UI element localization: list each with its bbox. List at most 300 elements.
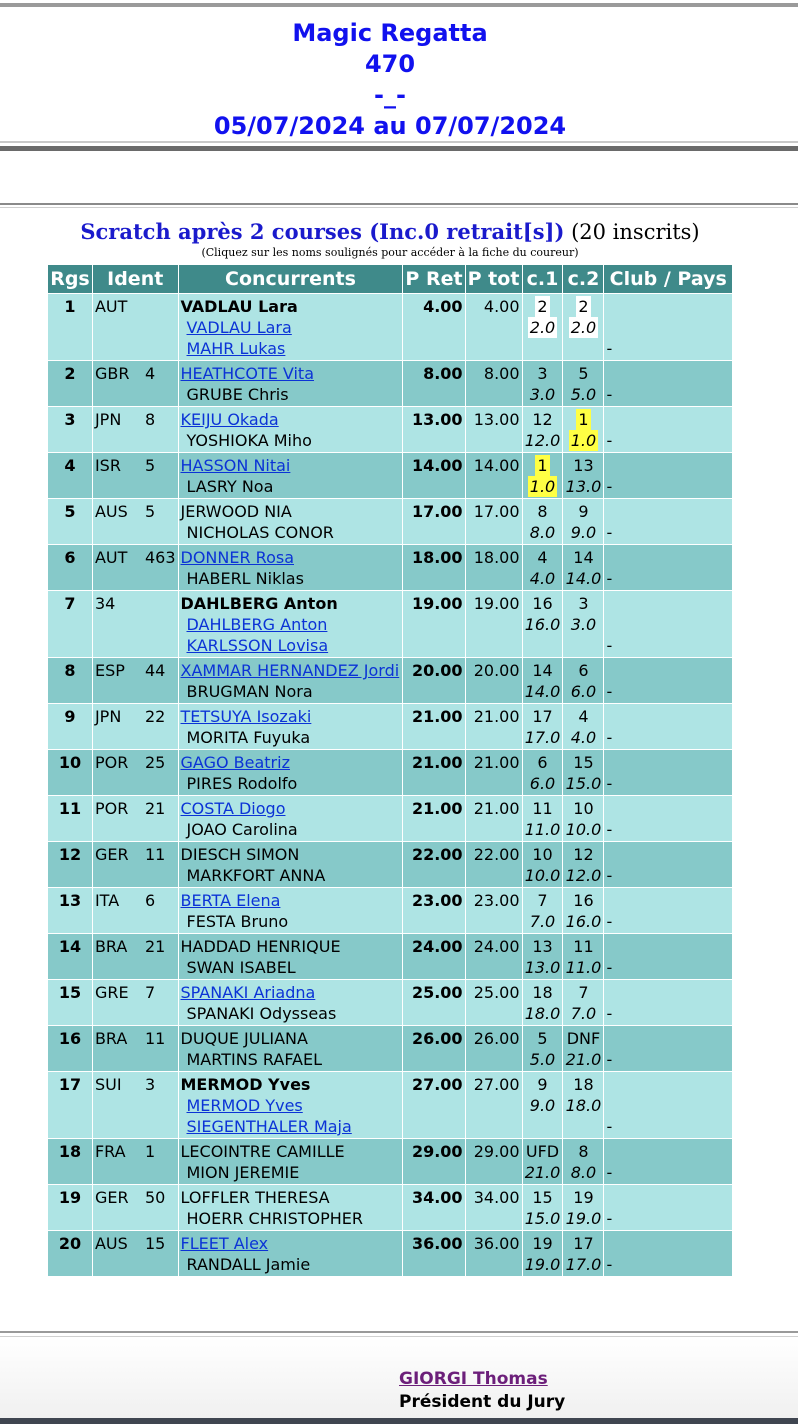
competitor-line <box>181 911 401 932</box>
table-row <box>48 750 732 795</box>
skipper-name: DUQUE JULIANA <box>180 1029 308 1048</box>
skipper-link[interactable]: COSTA Diogo <box>180 799 286 818</box>
col-header-club: Club / Pays <box>604 265 732 293</box>
race-rank <box>525 706 561 727</box>
competitor-line <box>181 1095 401 1116</box>
race-rank <box>525 890 561 911</box>
president-name-link[interactable]: GIORGI Thomas <box>399 1369 548 1389</box>
competitors-cell <box>179 453 403 498</box>
skipper-link[interactable]: HASSON Nitai <box>180 456 291 475</box>
race-c1-cell <box>523 499 563 544</box>
sail-number: 463 <box>144 548 176 567</box>
points-total-cell: 22.00 <box>466 842 522 887</box>
race-rank-value: 18 <box>532 983 553 1002</box>
race-points <box>565 911 601 932</box>
race-points-value: 3.0 <box>529 385 556 404</box>
rank-cell: 16 <box>48 1026 92 1071</box>
race-points <box>565 727 601 748</box>
points-retained-cell: 24.00 <box>403 934 464 979</box>
race-rank <box>525 936 561 957</box>
points-retained-cell: 25.00 <box>403 980 464 1025</box>
nation-code: AUT <box>94 297 128 316</box>
race-rank <box>525 982 561 1003</box>
points-total-cell: 26.00 <box>466 1026 522 1071</box>
skipper-link[interactable]: SPANAKI Ariadna <box>180 983 316 1002</box>
competitor-line <box>181 1162 401 1183</box>
club-value: - <box>606 636 613 655</box>
race-points-value: 15.0 <box>565 774 602 793</box>
race-rank-value: 13 <box>532 937 553 956</box>
competitor-line <box>181 1208 401 1229</box>
race-points-value: 11.0 <box>524 820 561 839</box>
skipper-link[interactable]: TETSUYA Isozaki <box>180 707 312 726</box>
rank-cell: 20 <box>48 1231 92 1276</box>
points-retained-cell: 20.00 <box>403 658 464 703</box>
skipper-name: LOFFLER THERESA <box>180 1188 330 1207</box>
club-value: - <box>606 682 613 701</box>
crew-name: GRUBE Chris <box>186 385 289 404</box>
club-value: - <box>606 1255 613 1274</box>
race-points-value: 2.0 <box>570 318 597 337</box>
rank-cell: 8 <box>48 658 92 703</box>
competitor-line <box>181 338 401 359</box>
ident-cell <box>93 545 178 590</box>
nation-code: AUS <box>94 502 128 521</box>
race-rank <box>525 1141 561 1162</box>
race-rank <box>525 547 561 568</box>
table-row <box>48 888 732 933</box>
race-rank <box>565 936 601 957</box>
race-points-value: 21.0 <box>565 1050 602 1069</box>
sail-number: 8 <box>144 410 156 429</box>
nation-code: GBR <box>94 364 130 383</box>
race-rank-value: 16 <box>532 594 553 613</box>
sail-number: 6 <box>144 891 156 910</box>
sail-number: 15 <box>144 1234 166 1253</box>
race-points-value: 9.0 <box>529 1096 556 1115</box>
competitor-line <box>181 681 401 702</box>
nation-code: POR <box>94 799 129 818</box>
crew-name: BRUGMAN Nora <box>186 682 313 701</box>
competitor-line <box>181 1141 401 1162</box>
points-total-cell: 27.00 <box>466 1072 522 1138</box>
club-cell <box>604 796 732 841</box>
race-rank <box>565 296 601 317</box>
crew-name: NICHOLAS CONOR <box>186 523 334 542</box>
points-retained-cell: 21.00 <box>403 796 464 841</box>
race-rank-value: 10 <box>573 799 594 818</box>
club-cell <box>604 499 732 544</box>
ident-cell <box>93 591 178 657</box>
club-value: - <box>606 1004 613 1023</box>
results-table <box>47 264 733 1277</box>
competitors-cell <box>179 361 403 406</box>
sailor-link[interactable]: VADLAU Lara <box>186 318 292 337</box>
race-c1-cell <box>523 704 563 749</box>
race-rank-value: 12 <box>532 410 553 429</box>
race-points-value: 10.0 <box>524 866 561 885</box>
col-header-pret: P Ret <box>403 265 464 293</box>
points-retained-cell: 4.00 <box>403 294 464 360</box>
race-c2-cell <box>563 1231 603 1276</box>
skipper-link[interactable]: XAMMAR HERNANDEZ Jordi <box>180 661 400 680</box>
ident-cell <box>93 750 178 795</box>
race-points-value: 13.0 <box>524 958 561 977</box>
club-cell <box>604 1139 732 1184</box>
race-points-value: 10.0 <box>565 820 602 839</box>
race-rank <box>565 363 601 384</box>
rank-cell: 7 <box>48 591 92 657</box>
race-rank <box>565 752 601 773</box>
race-rank-value: 18 <box>573 1075 594 1094</box>
club-cell <box>604 980 732 1025</box>
club-value: - <box>606 431 613 450</box>
crew-name: MARKFORT ANNA <box>186 866 326 885</box>
race-rank-value: 19 <box>532 1234 553 1253</box>
points-total-cell: 21.00 <box>466 704 522 749</box>
club-cell <box>604 453 732 498</box>
race-rank-value: 15 <box>532 1188 553 1207</box>
points-total-cell: 17.00 <box>466 499 522 544</box>
race-points <box>525 911 561 932</box>
competitor-line <box>181 936 401 957</box>
ident-cell <box>93 1072 178 1138</box>
rank-cell: 17 <box>48 1072 92 1138</box>
rank-cell: 15 <box>48 980 92 1025</box>
race-c1-cell <box>523 980 563 1025</box>
race-rank-value: 7 <box>578 983 589 1002</box>
ident-cell <box>93 842 178 887</box>
club-cell <box>604 1231 732 1276</box>
race-rank <box>525 593 561 614</box>
race-c2-cell <box>563 453 603 498</box>
points-total-cell: 24.00 <box>466 934 522 979</box>
sail-number: 22 <box>144 707 166 726</box>
race-c2-cell <box>563 1072 603 1138</box>
sail-number: 1 <box>144 1142 156 1161</box>
race-points <box>525 476 561 497</box>
crew-name: SPANAKI Odysseas <box>186 1004 337 1023</box>
race-points <box>565 681 601 702</box>
competitors-cell <box>179 658 403 703</box>
competitors-cell <box>179 1185 403 1230</box>
race-rank <box>525 409 561 430</box>
president-role: Président du Jury <box>399 1392 566 1412</box>
competitors-cell <box>179 796 403 841</box>
skipper-link[interactable]: BERTA Elena <box>180 891 281 910</box>
ident-cell <box>93 1231 178 1276</box>
table-row <box>48 1231 732 1276</box>
race-rank-value: 14 <box>532 661 553 680</box>
race-rank-value: 6 <box>537 753 548 772</box>
race-rank-value: 6 <box>578 661 589 680</box>
ranking-title <box>0 219 780 245</box>
club-cell <box>604 361 732 406</box>
ident-cell <box>93 294 178 360</box>
sail-number: 5 <box>144 456 156 475</box>
race-rank-value: 4 <box>578 707 589 726</box>
race-c2-cell <box>563 842 603 887</box>
club-cell <box>604 294 732 360</box>
race-rank-value: 15 <box>573 753 594 772</box>
competitors-cell <box>179 842 403 887</box>
section-rule-light <box>0 207 798 208</box>
col-header-ident: Ident <box>93 265 178 293</box>
crew-name: LASRY Noa <box>186 477 274 496</box>
crew-name: SWAN ISABEL <box>186 958 296 977</box>
race-points <box>525 1049 561 1070</box>
race-points-value: 15.0 <box>524 1209 561 1228</box>
nation-code: BRA <box>94 1029 128 1048</box>
race-points-value: 1.0 <box>570 431 597 450</box>
race-rank <box>565 1187 601 1208</box>
skipper-link[interactable]: GAGO Beatriz <box>180 753 290 772</box>
competitors-cell <box>179 1072 403 1138</box>
race-rank-value: 16 <box>573 891 594 910</box>
race-points-value: 1.0 <box>529 477 556 496</box>
rank-cell: 12 <box>48 842 92 887</box>
competitors-cell <box>179 499 403 544</box>
race-points-value: 18.0 <box>565 1096 602 1115</box>
competitor-line <box>181 522 401 543</box>
ident-cell <box>93 1026 178 1071</box>
table-row <box>48 1185 732 1230</box>
competitor-line <box>181 593 401 614</box>
club-cell <box>604 934 732 979</box>
competitor-line <box>181 773 401 794</box>
skipper-name: DIESCH SIMON <box>180 845 300 864</box>
race-points <box>525 1095 561 1116</box>
points-retained-cell: 22.00 <box>403 842 464 887</box>
race-points-value: 21.0 <box>524 1163 561 1182</box>
event-dates: 05/07/2024 au 07/07/2024 <box>213 112 567 140</box>
sailor-link[interactable]: KARLSSON Lovisa <box>186 636 329 655</box>
race-rank-value: 3 <box>537 364 548 383</box>
crew-name: MION JEREMIE <box>186 1163 300 1182</box>
race-c2-cell <box>563 591 603 657</box>
club-value: - <box>606 569 613 588</box>
race-rank <box>525 296 561 317</box>
bottom-bar <box>0 1418 798 1424</box>
race-rank <box>565 1028 601 1049</box>
rank-cell: 10 <box>48 750 92 795</box>
race-rank-value: 7 <box>537 891 548 910</box>
points-retained-cell: 34.00 <box>403 1185 464 1230</box>
skipper-link[interactable]: DONNER Rosa <box>180 548 294 567</box>
footer-rule-light <box>0 1336 798 1337</box>
table-row <box>48 453 732 498</box>
competitor-line <box>181 1003 401 1024</box>
race-rank <box>525 752 561 773</box>
table-row <box>48 980 732 1025</box>
points-retained-cell: 13.00 <box>403 407 464 452</box>
table-row <box>48 407 732 452</box>
race-points <box>565 384 601 405</box>
skipper-name: LECOINTRE CAMILLE <box>180 1142 345 1161</box>
race-rank <box>565 547 601 568</box>
ident-cell <box>93 980 178 1025</box>
race-rank-value: 5 <box>578 364 589 383</box>
race-c2-cell <box>563 407 603 452</box>
race-c2-cell <box>563 704 603 749</box>
points-retained-cell: 14.00 <box>403 453 464 498</box>
competitor-line <box>181 1049 401 1070</box>
club-cell <box>604 704 732 749</box>
race-rank-value: UFD <box>525 1142 560 1161</box>
competitor-line <box>181 501 401 522</box>
ranking-hint: (Cliquez sur les noms soulignés pour accéder à la fiche du coureur) <box>201 246 579 259</box>
competitors-cell <box>179 980 403 1025</box>
sail-number: 11 <box>144 845 166 864</box>
club-value: - <box>606 774 613 793</box>
competitor-line <box>181 1233 401 1254</box>
race-rank <box>565 593 601 614</box>
race-points-value: 7.0 <box>529 912 556 931</box>
rank-cell: 13 <box>48 888 92 933</box>
skipper-link[interactable]: FLEET Alex <box>180 1234 269 1253</box>
sail-number: 11 <box>144 1029 166 1048</box>
club-value: - <box>606 866 613 885</box>
crew-name: DAHLBERG Anton <box>180 594 338 613</box>
crew-name: MERMOD Yves <box>180 1075 311 1094</box>
results-body <box>48 294 732 1276</box>
ident-cell <box>93 361 178 406</box>
nation-code: ESP <box>94 661 125 680</box>
club-cell <box>604 888 732 933</box>
race-points <box>525 614 561 635</box>
crew-name: RANDALL Jamie <box>186 1255 311 1274</box>
ident-cell <box>93 888 178 933</box>
crew-name: YOSHIOKA Miho <box>186 431 312 450</box>
club-cell <box>604 1026 732 1071</box>
nation-code: ISR <box>94 456 121 475</box>
race-rank-value: 2 <box>578 297 589 316</box>
sailor-link[interactable]: DAHLBERG Anton <box>186 615 328 634</box>
race-points <box>565 1049 601 1070</box>
points-total-cell: 8.00 <box>466 361 522 406</box>
points-retained-cell: 8.00 <box>403 361 464 406</box>
race-rank-value: 8 <box>578 1142 589 1161</box>
competitor-line <box>181 660 401 681</box>
points-total-cell: 19.00 <box>466 591 522 657</box>
race-rank-value: 19 <box>573 1188 594 1207</box>
points-total-cell: 29.00 <box>466 1139 522 1184</box>
race-points-value: 19.0 <box>565 1209 602 1228</box>
race-rank <box>525 1187 561 1208</box>
points-retained-cell: 36.00 <box>403 1231 464 1276</box>
race-points <box>525 957 561 978</box>
club-value: - <box>606 1163 613 1182</box>
col-header-concurrents: Concurrents <box>179 265 403 293</box>
race-points-value: 19.0 <box>524 1255 561 1274</box>
results-header-row <box>48 265 732 293</box>
ident-cell <box>93 1185 178 1230</box>
table-row <box>48 1026 732 1071</box>
crew-name: HOERR CHRISTOPHER <box>186 1209 364 1228</box>
crew-name: PIRES Rodolfo <box>186 774 298 793</box>
competitor-line <box>181 317 401 338</box>
competitors-cell <box>179 545 403 590</box>
race-c1-cell <box>523 407 563 452</box>
competitor-line <box>181 727 401 748</box>
table-row <box>48 545 732 590</box>
competitor-line <box>181 819 401 840</box>
ident-cell <box>93 704 178 749</box>
sail-number: 50 <box>144 1188 166 1207</box>
race-points <box>525 773 561 794</box>
nation-code: AUS <box>94 1234 128 1253</box>
ident-cell <box>93 796 178 841</box>
rank-cell: 3 <box>48 407 92 452</box>
points-retained-cell: 29.00 <box>403 1139 464 1184</box>
race-c1-cell <box>523 658 563 703</box>
race-rank-value: 9 <box>578 502 589 521</box>
race-points-value: 8.0 <box>570 1163 597 1182</box>
points-retained-cell: 21.00 <box>403 704 464 749</box>
skipper-link[interactable]: KEIJU Okada <box>180 410 279 429</box>
race-points <box>525 681 561 702</box>
rank-cell: 14 <box>48 934 92 979</box>
points-total-cell: 23.00 <box>466 888 522 933</box>
race-rank-value: 5 <box>537 1029 548 1048</box>
points-retained-cell: 21.00 <box>403 750 464 795</box>
race-c1-cell <box>523 294 563 360</box>
race-points-value: 6.0 <box>570 682 597 701</box>
club-value: - <box>606 339 613 358</box>
competitor-line <box>181 296 401 317</box>
table-row <box>48 934 732 979</box>
competitor-line <box>181 957 401 978</box>
race-points-value: 4.0 <box>570 728 597 747</box>
race-c2-cell <box>563 1139 603 1184</box>
competitors-cell <box>179 704 403 749</box>
competitor-line <box>181 568 401 589</box>
race-c2-cell <box>563 750 603 795</box>
race-rank-value: 14 <box>573 548 594 567</box>
rank-cell: 11 <box>48 796 92 841</box>
club-cell <box>604 842 732 887</box>
sail-number: 4 <box>144 364 156 383</box>
ident-cell <box>93 453 178 498</box>
race-points-value: 5.0 <box>570 385 597 404</box>
race-points <box>565 957 601 978</box>
sailor-link[interactable]: SIEGENTHALER Maja <box>186 1117 352 1136</box>
points-retained-cell: 23.00 <box>403 888 464 933</box>
table-row <box>48 796 732 841</box>
race-rank-value: 8 <box>537 502 548 521</box>
club-value: - <box>606 912 613 931</box>
competitor-line <box>181 844 401 865</box>
ranking-title-text: Scratch après 2 courses (Inc.0 retrait[s]) <box>80 219 565 244</box>
club-cell <box>604 658 732 703</box>
competitor-line <box>181 363 401 384</box>
sailor-link[interactable]: MAHR Lukas <box>186 339 286 358</box>
competitor-line <box>181 635 401 656</box>
sailor-link[interactable]: MERMOD Yves <box>186 1096 303 1115</box>
competitors-cell <box>179 888 403 933</box>
competitor-line <box>181 1028 401 1049</box>
race-points <box>565 1003 601 1024</box>
competitors-cell <box>179 1231 403 1276</box>
race-c1-cell <box>523 796 563 841</box>
race-points-value: 5.0 <box>529 1050 556 1069</box>
skipper-link[interactable]: HEATHCOTE Vita <box>180 364 314 383</box>
race-points <box>565 430 601 451</box>
race-c1-cell <box>523 591 563 657</box>
rank-cell: 5 <box>48 499 92 544</box>
race-points <box>525 865 561 886</box>
crew-name: MORITA Fuyuka <box>186 728 311 747</box>
